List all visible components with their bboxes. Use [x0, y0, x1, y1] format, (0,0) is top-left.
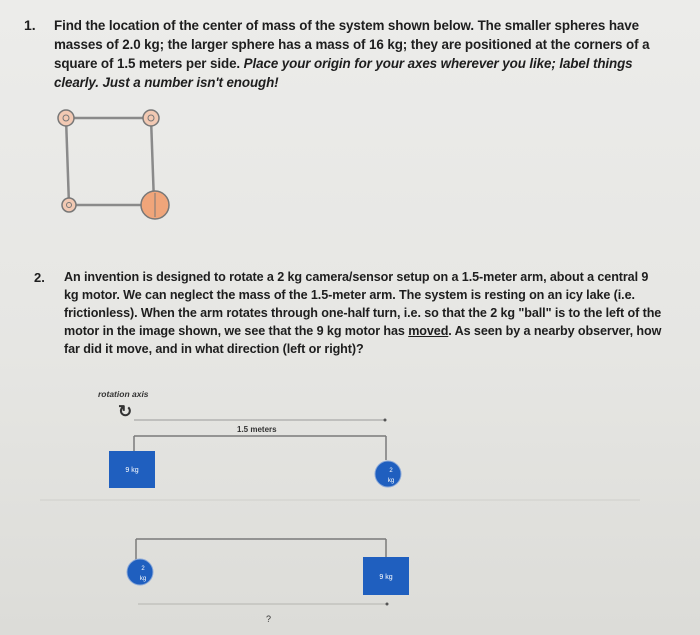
small-sphere-top-right: [143, 110, 159, 126]
arm-length-label: 1.5 meters: [237, 425, 277, 434]
question-2-body-a: An invention is designed to rotate a 2 kg camera/sensor setup on a 1.5-meter arm, about a central 9 kg motor. We can neglect the mass of the 1.5-meter arm. The system is resting on an icy lake (i.e. frictionless). When the arm rotates through one-half turn, i.e. so that the 2 kg "ball" is to the left of the motor in the image shown, we see that the 9 kg motor has: [64, 270, 662, 338]
small-sphere-top-left: [58, 110, 74, 126]
ball-label-after-2: kg: [139, 576, 147, 582]
rotation-arrow-icon: ↻: [118, 402, 133, 421]
motor-label-before: 9 kg: [125, 467, 139, 474]
square-left-edge: [66, 118, 69, 205]
ball-label-before-2: kg: [387, 478, 395, 484]
arm-diagram-after: [127, 539, 409, 624]
motor-label-after: 9 kg: [379, 574, 393, 581]
ground-line-dot: [386, 603, 389, 606]
small-sphere-bottom-left: [62, 198, 76, 212]
question-mark: ?: [266, 614, 272, 624]
arm-diagram-before: [40, 389, 640, 500]
square-diagram: [58, 110, 169, 219]
question-2-body-b: . As seen by a nearby observer, how far did it move, and in what direction (left or right)?: [64, 324, 662, 356]
rotation-axis-label: rotation axis: [98, 389, 149, 399]
ball-label-before-1: 2: [389, 468, 393, 474]
question-1-instruction: Place your origin for your axes wherever you like; label things clearly. Just a number isn't enough!: [54, 56, 633, 90]
question-2-moved: moved: [408, 324, 449, 338]
question-2-number: 2.: [34, 270, 45, 285]
axis-guide-dot: [384, 419, 387, 422]
square-right-edge: [151, 118, 154, 203]
question-1-body: Find the location of the center of mass of the system shown below. The smaller spheres have masses of 2.0 kg; the larger sphere has a mass of 16 kg; they are positioned at the corners of a square of 1.5 meters per side.: [54, 18, 650, 71]
question-1-number: 1.: [24, 17, 36, 33]
ball-label-after-1: 2: [141, 566, 145, 572]
